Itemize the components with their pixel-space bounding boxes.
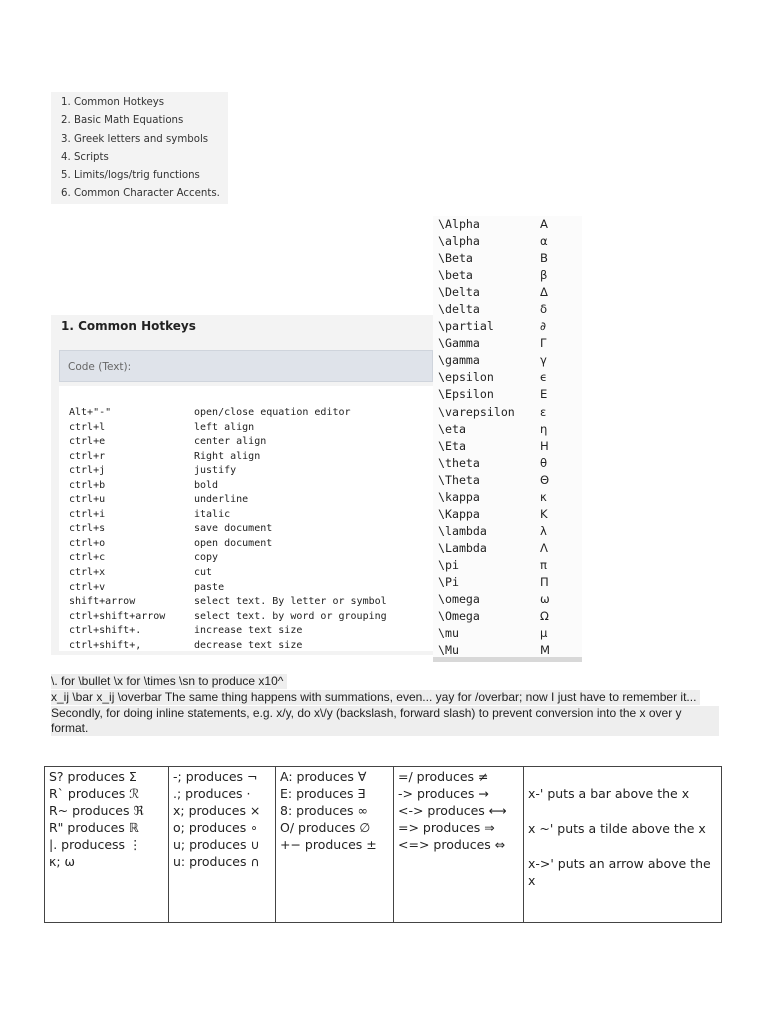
greek-symbol: δ: [540, 302, 548, 317]
shortcut-entry: => produces ⇒: [398, 820, 495, 835]
code-body: [59, 386, 433, 651]
greek-symbol: α: [540, 234, 548, 249]
shortcut-entry: -; produces ¬: [173, 769, 258, 784]
hotkey: ctrl+l: [69, 421, 106, 433]
latex-command: \varepsilon: [438, 404, 515, 419]
list-item: [433, 216, 582, 233]
note-line: Secondly, for doing inline statements, e.g. x/y, do x\/y (backslash, forward slash) to prevent conversion into the x over y format.: [51, 706, 719, 736]
spacer: [528, 802, 717, 820]
hotkeys-heading: 1. Common Hotkeys: [51, 315, 433, 343]
greek-symbol: A: [540, 217, 548, 231]
latex-command: \Theta: [438, 472, 480, 487]
toc-item[interactable]: 3. Greek letters and symbols: [61, 133, 209, 145]
list-item: [433, 540, 582, 557]
shortcut-entry: x; produces ×: [173, 803, 261, 818]
hotkey-action: center align: [194, 436, 267, 448]
latex-command: \eta: [438, 421, 466, 436]
hotkey: ctrl+shift+.: [69, 625, 142, 637]
table-cell: [394, 767, 524, 923]
shortcut-entry: -> produces →: [398, 786, 489, 801]
hotkey-action: paste: [194, 581, 225, 593]
hotkey-action: select text. by word or grouping: [194, 610, 387, 622]
hotkey: ctrl+s: [69, 523, 106, 535]
list-item: [433, 352, 582, 369]
table-row: [45, 767, 722, 923]
toc-item[interactable]: 6. Common Character Accents.: [61, 188, 220, 200]
hotkey-action: underline: [194, 494, 249, 506]
hotkey: ctrl+j: [69, 465, 106, 477]
shortcut-entry: κ; ω: [49, 854, 76, 869]
greek-symbol: B: [540, 251, 548, 266]
greek-symbol: ∂: [540, 319, 546, 334]
shortcut-entry: o; produces ∘: [173, 820, 259, 835]
hotkey-action: copy: [194, 552, 219, 564]
shortcut-entry: u; produces ∪: [173, 837, 260, 852]
latex-command: \Eta: [438, 438, 466, 453]
shortcut-entry: R~ produces ℜ: [49, 803, 144, 818]
hotkey: ctrl+o: [69, 537, 106, 549]
shortcut-entry: =/ produces ≠: [398, 769, 489, 784]
greek-symbol: ω: [540, 592, 550, 607]
toc-item[interactable]: 2. Basic Math Equations: [61, 115, 184, 127]
table-cell: [169, 767, 276, 923]
hotkey: ctrl+b: [69, 479, 106, 491]
shortcut-entry: |. producess ⋮: [49, 837, 142, 852]
list-item: [433, 421, 582, 438]
greek-symbol: π: [540, 557, 547, 572]
hotkey-action: select text. By letter or symbol: [194, 596, 387, 608]
greek-letter-list: [433, 216, 582, 662]
hotkey: ctrl+e: [69, 436, 106, 448]
list-item: [433, 267, 582, 284]
list-item: [433, 250, 582, 267]
hotkey: ctrl+c: [69, 552, 106, 564]
hotkey-action: decrease text size: [194, 639, 303, 651]
latex-command: \beta: [438, 268, 473, 283]
latex-command: \Beta: [438, 251, 473, 266]
latex-command: \epsilon: [438, 370, 494, 385]
greek-symbol: Θ: [540, 472, 550, 487]
hotkey: Alt+"-": [69, 407, 112, 418]
list-item: [433, 233, 582, 250]
greek-symbol: Δ: [540, 285, 548, 300]
hotkey-action: justify: [194, 465, 237, 477]
hotkey-action: open/close equation editor: [194, 407, 351, 418]
greek-symbol: K: [540, 506, 548, 521]
list-item: [433, 472, 582, 489]
latex-command: \pi: [438, 557, 459, 572]
shortcut-entry: E: produces ∃: [280, 786, 366, 801]
shortcut-entry: O/ produces ∅: [280, 820, 371, 835]
hotkey-action: increase text size: [194, 625, 303, 637]
latex-command: \Mu: [438, 643, 459, 658]
list-item: [433, 318, 582, 335]
hotkey: shift+arrow: [69, 596, 136, 608]
hotkeys-code-block: [51, 343, 433, 655]
latex-command: \gamma: [438, 353, 480, 368]
hotkey: ctrl+x: [69, 567, 106, 579]
note-line: \. for \bullet \x for \times \sn to produce x10^: [51, 674, 287, 689]
greek-symbol: κ: [540, 489, 547, 504]
hotkey-action: cut: [194, 567, 213, 579]
latex-command: \mu: [438, 626, 459, 641]
shortcut-entry: A: produces ∀: [280, 769, 367, 784]
shortcut-entry: .; produces ·: [173, 786, 251, 801]
latex-command: \Omega: [438, 609, 480, 624]
latex-command: \kappa: [438, 489, 480, 504]
list-item: [433, 335, 582, 352]
hotkey-action: save document: [194, 523, 273, 535]
greek-symbol: θ: [540, 455, 548, 470]
greek-symbol: γ: [540, 353, 547, 368]
list-item: [433, 438, 582, 455]
hotkey-action: italic: [194, 508, 231, 520]
list-item: [433, 284, 582, 301]
notes: [51, 674, 719, 737]
latex-command: \Pi: [438, 574, 459, 589]
list-item: [433, 523, 582, 540]
list-item: [433, 369, 582, 386]
list-item: [433, 625, 582, 642]
shortcut-entry: 8: produces ∞: [280, 803, 368, 818]
greek-symbol: H: [540, 438, 549, 453]
greek-symbol: Λ: [540, 540, 548, 555]
shortcut-entry: u: produces ∩: [173, 854, 260, 869]
latex-command: \Epsilon: [438, 387, 494, 402]
latex-command: \alpha: [438, 234, 480, 249]
hotkey-action: bold: [194, 479, 219, 491]
greek-symbol: μ: [540, 626, 548, 641]
hotkey: ctrl+i: [69, 508, 106, 520]
latex-command: \lambda: [438, 523, 487, 538]
list-item: [433, 591, 582, 608]
list-item: [433, 608, 582, 625]
shortcut-entry: S? produces Σ: [49, 769, 137, 784]
greek-symbol: λ: [540, 523, 547, 538]
list-item: [433, 386, 582, 403]
shortcut-entry: +− produces ±: [280, 837, 377, 852]
table-cell: [276, 767, 394, 923]
greek-symbol: E: [540, 387, 548, 402]
latex-command: \Delta: [438, 285, 480, 300]
shortcut-table: [44, 766, 722, 923]
greek-symbol: Ω: [540, 609, 549, 624]
toc-item[interactable]: 4. Scripts: [61, 151, 109, 163]
shortcut-entry: x->' puts an arrow above the x: [528, 856, 711, 888]
shortcut-entry: <=> produces ⇔: [398, 837, 506, 852]
hotkey-action: Right align: [194, 450, 261, 462]
hotkey: ctrl+shift+,: [69, 639, 142, 651]
latex-command: \Alpha: [438, 217, 480, 231]
table-of-contents: [51, 92, 228, 204]
latex-command: \Gamma: [438, 336, 480, 351]
list-item: [433, 404, 582, 421]
hotkey-action: left align: [194, 421, 255, 433]
hotkey: ctrl+v: [69, 581, 106, 593]
shortcut-entry: <-> produces ⟷: [398, 803, 507, 818]
greek-symbol: M: [540, 643, 551, 658]
shortcut-entry: R" produces ℝ: [49, 820, 139, 835]
shortcut-entry: x ~' puts a tilde above the x: [528, 821, 706, 836]
shortcut-entry: x-' puts a bar above the x: [528, 786, 690, 801]
spacer: [528, 837, 717, 855]
list-item: [433, 642, 582, 659]
list-item: [433, 506, 582, 523]
table-cell: [45, 767, 169, 923]
code-label: Code (Text):: [59, 350, 433, 382]
hotkey: ctrl+u: [69, 494, 106, 506]
greek-symbol: Γ: [540, 336, 547, 351]
hotkey-action: open document: [194, 537, 273, 549]
hotkey: ctrl+r: [69, 450, 106, 462]
spacer: [528, 768, 717, 785]
table-cell: [524, 767, 722, 923]
shortcut-entry: R` produces ℛ: [49, 786, 140, 801]
latex-command: \Lambda: [438, 540, 487, 555]
list-item: [433, 489, 582, 506]
latex-command: \Kappa: [438, 506, 480, 521]
latex-command: \delta: [438, 302, 480, 317]
greek-symbol: β: [540, 268, 548, 283]
greek-symbol: ε: [540, 404, 547, 419]
toc-item[interactable]: 5. Limits/logs/trig functions: [61, 170, 200, 182]
note-line: x_ij \bar x_ij \overbar The same thing happens with summations, even... yay for /overbar; now I just have to remember it...: [51, 690, 700, 705]
greek-symbol: η: [540, 421, 548, 436]
latex-command: \omega: [438, 592, 480, 607]
latex-command: \theta: [438, 455, 480, 470]
list-item: [433, 574, 582, 591]
toc-item[interactable]: 1. Common Hotkeys: [61, 97, 165, 108]
hotkey: ctrl+shift+arrow: [69, 610, 166, 622]
list-item: [433, 557, 582, 574]
greek-symbol: ϵ: [540, 370, 548, 385]
list-item: [433, 301, 582, 318]
greek-symbol: Π: [540, 574, 549, 589]
latex-command: \partial: [438, 319, 494, 334]
list-item: [433, 455, 582, 472]
